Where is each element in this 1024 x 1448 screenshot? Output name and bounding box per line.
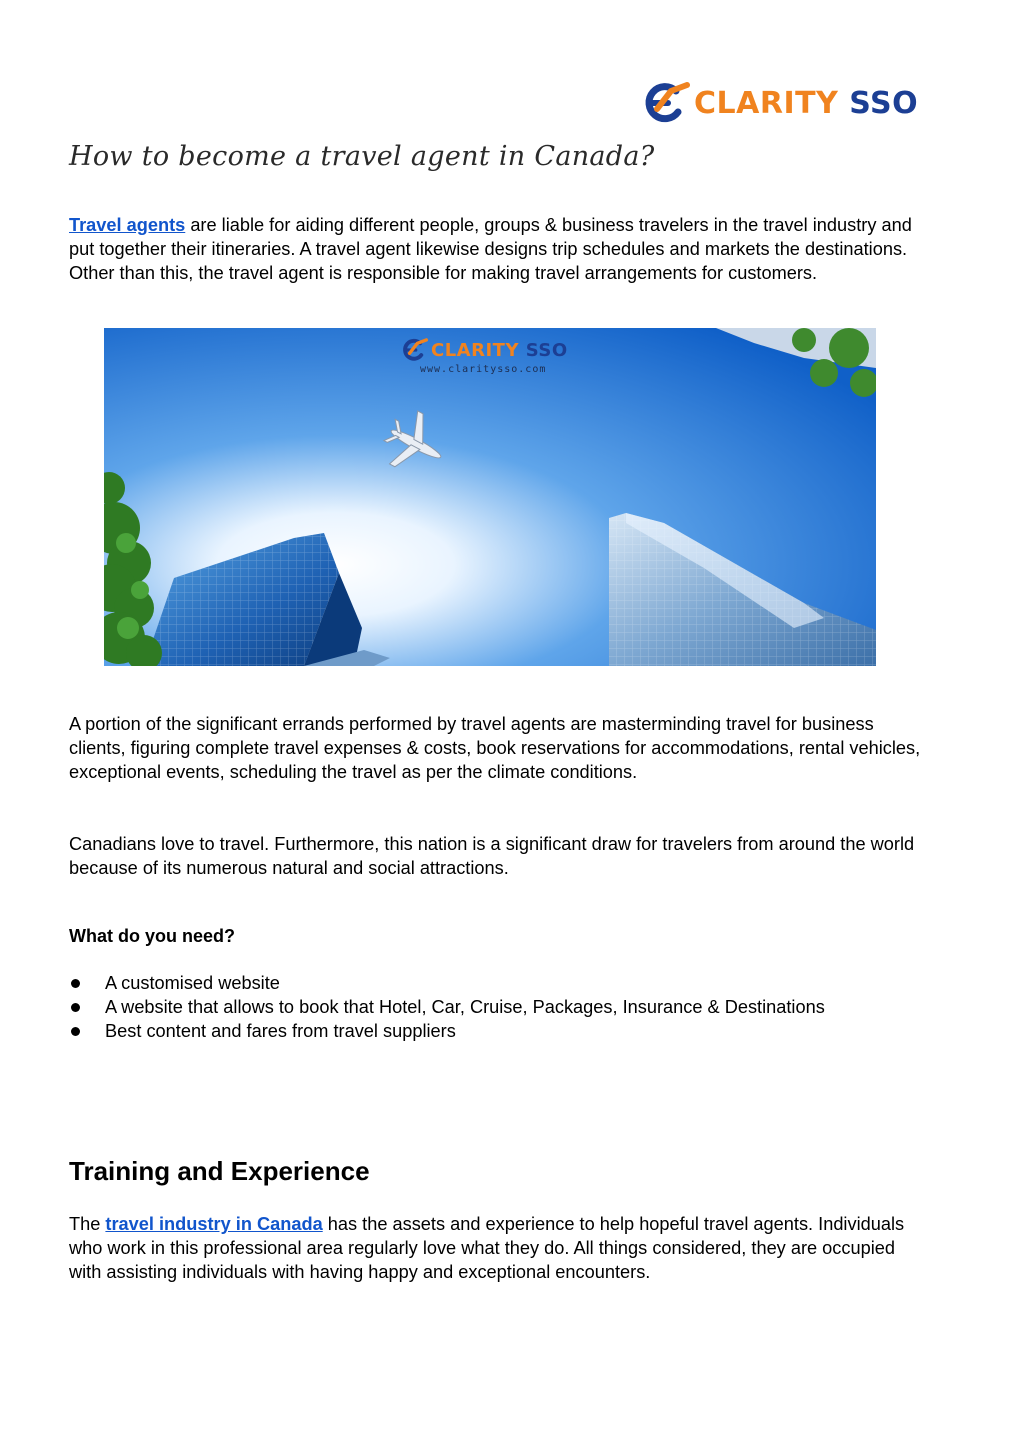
- list-item: [69, 971, 889, 995]
- hero-url: www.claritysso.com: [420, 364, 547, 375]
- clarity-logo-icon: [640, 82, 690, 124]
- bullet-icon: [71, 1027, 80, 1036]
- canada-paragraph: Canadians love to travel. Furthermore, this nation is a significant draw for travelers from around the world because of its numerous natural and social attractions.: [69, 834, 915, 878]
- training-paragraph: [69, 1212, 929, 1284]
- logo-text-clarity: CLARITY: [694, 85, 839, 121]
- logo-wordmark: [694, 86, 918, 121]
- list-item: [69, 995, 889, 1019]
- bullet-icon: [71, 1003, 80, 1012]
- training-text: has the assets and experience to help hopeful travel agents. Individuals who work in this professional area regularly love what they do. All things considered, they are occupied with assisting individuals with having happy and exceptional encounters.: [69, 1214, 905, 1282]
- clarity-logo-small-icon: [400, 338, 428, 362]
- page-title: How to become a travel agent in Canada?: [69, 141, 655, 172]
- list-item-text: A website that allows to book that Hotel, Car, Cruise, Packages, Insurance & Destinations: [105, 997, 825, 1017]
- hero-logo-text-clarity: CLARITY: [431, 339, 519, 361]
- clarity-sso-logo: [640, 80, 919, 126]
- intro-paragraph: [69, 213, 929, 285]
- travel-agents-link[interactable]: Travel agents: [69, 215, 186, 235]
- list-item-text: A customised website: [105, 973, 280, 993]
- tasks-paragraph: A portion of the significant errands performed by travel agents are masterminding travel for business clients, figuring complete travel expenses & costs, book reservations for accommodations, rental vehicles, exceptional events, scheduling the travel as per the climate conditions.: [69, 714, 921, 782]
- training-prefix: The: [69, 1214, 106, 1234]
- airplane-skyscrapers-icon: [104, 328, 876, 666]
- training-heading: Training and Experience: [69, 1156, 370, 1186]
- list-item-text: Best content and fares from travel suppliers: [105, 1021, 456, 1041]
- list-item: [69, 1019, 889, 1043]
- logo-text-sso: SSO: [849, 85, 919, 121]
- hero-logo-wordmark: [431, 340, 568, 361]
- travel-industry-canada-link[interactable]: travel industry in Canada: [105, 1214, 323, 1234]
- bullet-icon: [71, 979, 80, 988]
- hero-logo: [400, 338, 568, 362]
- hero-image: [104, 328, 876, 666]
- hero-logo-text-sso: SSO: [525, 339, 568, 361]
- needs-list: [69, 971, 889, 1043]
- intro-text: are liable for aiding different people, groups & business travelers in the travel industry and put together their itineraries. A travel agent likewise designs trip schedules and markets the destinations. Other than this, the travel agent is responsible for making travel arrangements for customers.: [69, 215, 912, 283]
- what-you-need-heading: What do you need?: [69, 926, 235, 946]
